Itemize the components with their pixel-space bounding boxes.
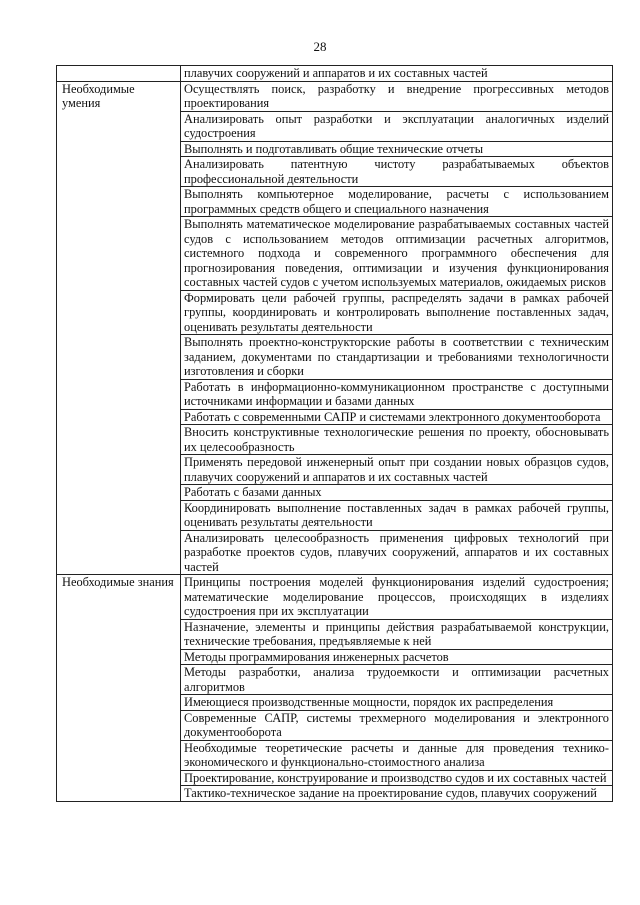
skill-item: Анализировать целесообразность применения цифровых технологий при разработке проектов судов, плавучих сооружений, аппаратов и их составных частей: [181, 530, 613, 575]
skill-item: Выполнять проектно-конструкторские работы в соответствии с техническим заданием, документами по стандартизации и требованиями технологичности изготовления и сборки: [181, 335, 613, 380]
page-number: 28: [313, 39, 327, 54]
skill-item: Анализировать опыт разработки и эксплуатации аналогичных изделий судостроения: [181, 111, 613, 141]
skill-item: Координировать выполнение поставленных задач в рамках рабочей группы, оценивать результаты деятельности: [181, 500, 613, 530]
section-label-skills: Необходимые умения: [57, 81, 181, 575]
knowledge-item: Имеющиеся производственные мощности, порядок их распределения: [181, 695, 613, 711]
knowledge-item: Проектирование, конструирование и производство судов и их составных частей: [181, 770, 613, 786]
skill-item: Выполнять компьютерное моделирование, расчеты с использованием программных средств общего и специального назначения: [181, 187, 613, 217]
skill-item: Применять передовой инженерный опыт при создании новых образцов судов, плавучих сооружений и аппаратов и их составных частей: [181, 455, 613, 485]
skill-item: Анализировать патентную чистоту разрабатываемых объектов профессиональной деятельности: [181, 157, 613, 187]
table-row: [57, 575, 613, 620]
section-label-knowledge: Необходимые знания: [57, 575, 181, 802]
skill-item: Осуществлять поиск, разработку и внедрение прогрессивных методов проектирования: [181, 81, 613, 111]
knowledge-item: Принципы построения моделей функционирования изделий судостроения; математические моделирование процессов, происходящих в изделиях судостроения при их эксплуатации: [181, 575, 613, 620]
continuation-cell: плавучих сооружений и аппаратов и их составных частей: [181, 66, 613, 82]
knowledge-item: Необходимые теоретические расчеты и данные для проведения технико-экономического и функционально-стоимостного анализа: [181, 740, 613, 770]
skill-item: Работать с базами данных: [181, 485, 613, 501]
knowledge-item: Методы программирования инженерных расчетов: [181, 649, 613, 665]
empty-label-cell: [57, 66, 181, 82]
requirements-table: [56, 65, 613, 802]
knowledge-item: Тактико-техническое задание на проектирование судов, плавучих сооружений: [181, 786, 613, 802]
skill-item: Формировать цели рабочей группы, распределять задачи в рамках рабочей группы, координировать и контролировать выполнение поставленных задач, оценивать результаты деятельности: [181, 290, 613, 335]
skill-item: Работать с современными САПР и системами электронного документооборота: [181, 409, 613, 425]
table-row: [57, 66, 613, 82]
skill-item: Выполнять математическое моделирование разрабатываемых составных частей судов с использованием методов оптимизации расчетных алгоритмов, системного подхода и современного программного обеспечения для прогнозирования поведения, оптимизации и изучения функционирования составных частей судов с учетом используемых материалов, ожидаемых рисков: [181, 217, 613, 291]
knowledge-item: Методы разработки, анализа трудоемкости и оптимизации расчетных алгоритмов: [181, 665, 613, 695]
skill-item: Вносить конструктивные технологические решения по проекту, обосновывать их целесообразность: [181, 425, 613, 455]
knowledge-item: Назначение, элементы и принципы действия разрабатываемой конструкции, технические требования, предъявляемые к ней: [181, 619, 613, 649]
skill-item: Выполнять и подготавливать общие технические отчеты: [181, 141, 613, 157]
skill-item: Работать в информационно-коммуникационном пространстве с доступными источниками информации и базами данных: [181, 379, 613, 409]
knowledge-item: Современные САПР, системы трехмерного моделирования и электронного документооборота: [181, 710, 613, 740]
table-row: [57, 81, 613, 111]
